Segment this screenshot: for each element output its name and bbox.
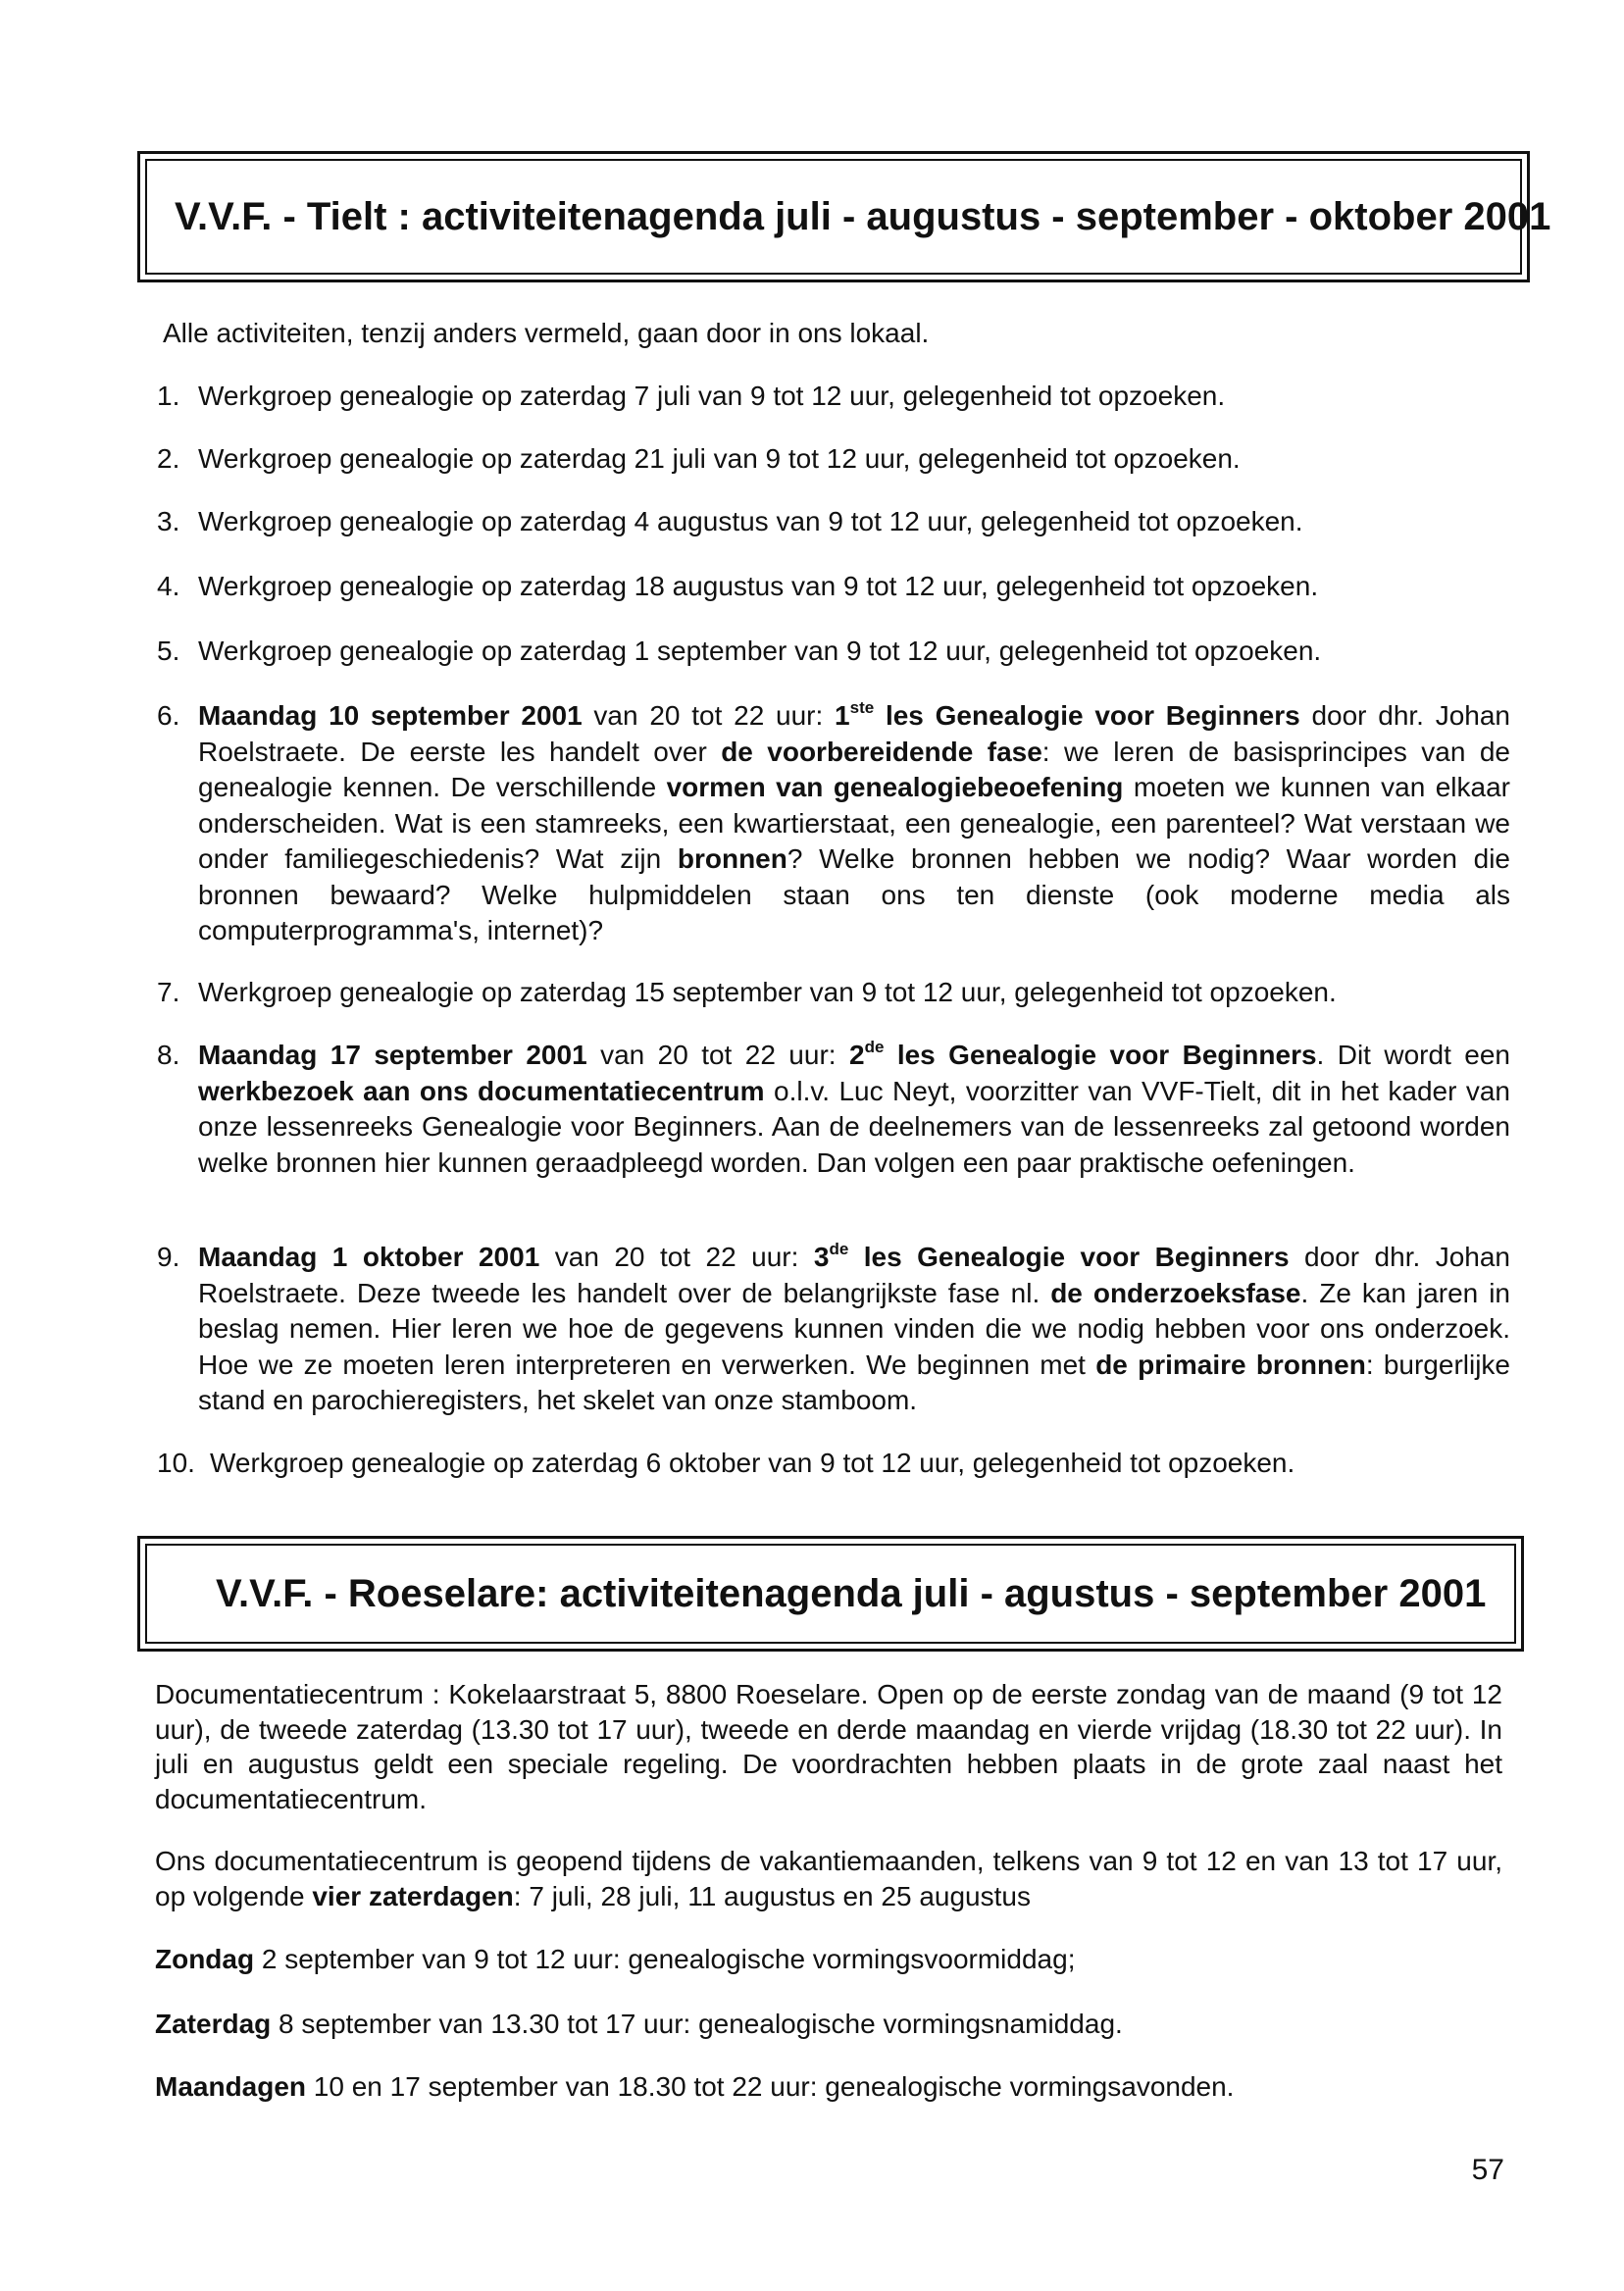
ordinal-suffix: de	[864, 1038, 885, 1056]
text-run: 2 september van 9 tot 12 uur: genealogische vormingsvoormiddag;	[254, 1944, 1076, 1974]
list-item	[157, 379, 1510, 415]
text-run: 10 en 17 september van 18.30 tot 22 uur: genealogische vormingsavonden.	[306, 2071, 1235, 2102]
text-run: : 7 juli, 28 juli, 11 augustus en 25 augustus	[513, 1880, 1031, 1911]
list-item	[157, 634, 1510, 670]
text-run: : we leren de basisprincipes van de genealogie kennen. De verschillende	[198, 736, 1510, 802]
text-run: van 20 tot 22 uur:	[582, 700, 836, 731]
list-item-number: 1.	[157, 381, 180, 411]
list-item-text: Werkgroep genealogie op zaterdag 6 oktober van 9 tot 12 uur, gelegenheid tot opzoeken.	[210, 1448, 1295, 1478]
text-run: . Ze kan jaren in beslag nemen. Hier leren we hoe de gegevens kunnen vinden die we nodig hebben voor ons onderzoek. Hoe we ze moeten leren interpreteren en verwerken. We beginnen met	[198, 1277, 1510, 1380]
page-number: 57	[1471, 2154, 1504, 2186]
text-run: ? Welke bronnen hebben we nodig? Waar worden die bronnen bewaard? Welke hulpmiddelen staan ons ten dienste (ook moderne media als computerprogramma's, internet)?	[198, 843, 1510, 945]
bold-phrase: vormen van genealogiebeoefening	[666, 772, 1124, 802]
section2-title-box	[137, 1536, 1524, 1652]
list-item-text: Werkgroep genealogie op zaterdag 4 augustus van 9 tot 12 uur, gelegenheid tot opzoeken.	[198, 506, 1303, 536]
bold-phrase: Zaterdag	[155, 2009, 272, 2039]
text-run: van 20 tot 22 uur:	[586, 1040, 849, 1070]
list-item-number: 3.	[157, 506, 180, 536]
list-item-text: Werkgroep genealogie op zaterdag 1 september van 9 tot 12 uur, gelegenheid tot opzoeken.	[198, 636, 1322, 666]
lesson-title	[835, 700, 1300, 731]
list-item-number: 6.	[157, 700, 180, 731]
bold-phrase: werkbezoek aan ons documentatiecentrum	[198, 1075, 765, 1106]
ordinal: 3	[813, 1242, 830, 1272]
list-item	[157, 1446, 1510, 1482]
list-item-text: Werkgroep genealogie op zaterdag 7 juli van 9 tot 12 uur, gelegenheid tot opzoeken.	[198, 381, 1226, 411]
ordinal-suffix: de	[829, 1240, 849, 1258]
event-date: Maandag 1 oktober 2001	[198, 1242, 540, 1272]
lesson-title	[814, 1242, 1290, 1272]
bold-phrase: Maandagen	[155, 2071, 307, 2102]
section2-event-line	[155, 1942, 1502, 1977]
list-item-number: 7.	[157, 977, 180, 1007]
text-run: : burgerlijke stand en parochieregisters, het skelet van onze stamboom.	[198, 1349, 1510, 1415]
section2-paragraph-summer	[155, 1844, 1502, 1913]
bold-phrase: Zondag	[155, 1944, 255, 1974]
list-item-text: Werkgroep genealogie op zaterdag 21 juli van 9 tot 12 uur, gelegenheid tot opzoeken.	[198, 443, 1241, 474]
list-item	[157, 441, 1510, 478]
ordinal: 1	[835, 700, 850, 731]
list-item	[157, 698, 1510, 949]
lesson-title	[849, 1040, 1317, 1070]
text-run: van 20 tot 22 uur:	[539, 1242, 814, 1272]
list-item-number: 5.	[157, 636, 180, 666]
section2-event-line	[155, 2069, 1502, 2105]
list-item-number: 4.	[157, 571, 180, 601]
lesson-name: les Genealogie voor Beginners	[874, 700, 1300, 731]
list-item-number: 10.	[157, 1448, 195, 1478]
text-run: door dhr. Johan Roelstraete. Deze tweede les handelt over de belangrijkste fase nl.	[198, 1242, 1511, 1308]
list-item-number: 2.	[157, 443, 180, 474]
list-item	[157, 975, 1510, 1011]
list-item-text: Werkgroep genealogie op zaterdag 18 augustus van 9 tot 12 uur, gelegenheid tot opzoeken.	[198, 571, 1319, 601]
ordinal-suffix: ste	[849, 698, 875, 717]
bold-phrase: de primaire bronnen	[1095, 1349, 1366, 1380]
lesson-name: les Genealogie voor Beginners	[884, 1040, 1317, 1070]
text-run: . Dit wordt een	[1316, 1040, 1510, 1070]
list-item-number: 8.	[157, 1040, 180, 1070]
list-item	[157, 569, 1510, 605]
bold-phrase: vier zaterdagen	[312, 1880, 514, 1911]
list-item-number: 9.	[157, 1242, 180, 1272]
list-item-text	[198, 1038, 1510, 1181]
text-run: door dhr. Johan Roelstraete. De eerste les handelt over	[198, 700, 1510, 767]
event-date: Maandag 10 september 2001	[198, 700, 583, 731]
list-item	[157, 1240, 1510, 1419]
list-item	[157, 1038, 1510, 1181]
text-run: 8 september van 13.30 tot 17 uur: genealogische vormingsnamiddag.	[271, 2009, 1123, 2039]
text-run: Ons documentatiecentrum is geopend tijdens de vakantiemaanden, telkens van 9 tot 12 en van 13 tot 17 uur, op volgende	[155, 1846, 1502, 1911]
list-item-text: Werkgroep genealogie op zaterdag 15 september van 9 tot 12 uur, gelegenheid tot opzoeken.	[198, 977, 1337, 1007]
section1-title: V.V.F. - Tielt : activiteitenagenda juli - augustus - september - oktober 2001	[175, 194, 1551, 238]
section2-paragraph-opening-hours: Documentatiecentrum : Kokelaarstraat 5, 8800 Roeselare. Open op de eerste zondag van de maand (9 tot 12 uur), de tweede zaterdag (13.30 tot 17 uur), tweede en derde maandag en vierde vrijdag (18.30 tot 22 uur). In juli en augustus geldt een speciale regeling. De voordrachten hebben plaats in de grote zaal naast het documentatiecentrum.	[155, 1679, 1502, 1814]
list-item-text	[198, 1240, 1510, 1419]
bold-phrase: de voorbereidende fase	[721, 736, 1042, 767]
section2-title: V.V.F. - Roeselare: activiteitenagenda juli - agustus - september 2001	[216, 1571, 1487, 1615]
bold-phrase: de onderzoeksfase	[1050, 1277, 1301, 1308]
section2-event-line	[155, 2007, 1502, 2042]
list-item	[157, 504, 1510, 540]
section1-title-box	[137, 151, 1551, 282]
text-run: o.l.v. Luc Neyt, voorzitter van VVF-Tielt, dit in het kader van onze lessenreeks Genealogie voor Beginners. Aan de deelnemers van de lessenreeks zal getoond worden welke bronnen hier kunnen geraadpleegd worden. Dan volgen een paar praktische oefeningen.	[198, 1075, 1510, 1178]
section1-intro: Alle activiteiten, tenzij anders vermeld, gaan door in ons lokaal.	[163, 318, 930, 348]
list-item-text	[198, 698, 1510, 949]
lesson-name: les Genealogie voor Beginners	[848, 1242, 1290, 1272]
ordinal: 2	[848, 1040, 865, 1070]
text-run: moeten we kunnen van elkaar onderscheiden. Wat is een stamreeks, een kwartierstaat, een genealogie, een parenteel? Wat verstaan we onder familiegeschiedenis? Wat zijn	[198, 772, 1510, 874]
bold-phrase: bronnen	[677, 843, 787, 874]
event-date: Maandag 17 september 2001	[198, 1040, 587, 1070]
